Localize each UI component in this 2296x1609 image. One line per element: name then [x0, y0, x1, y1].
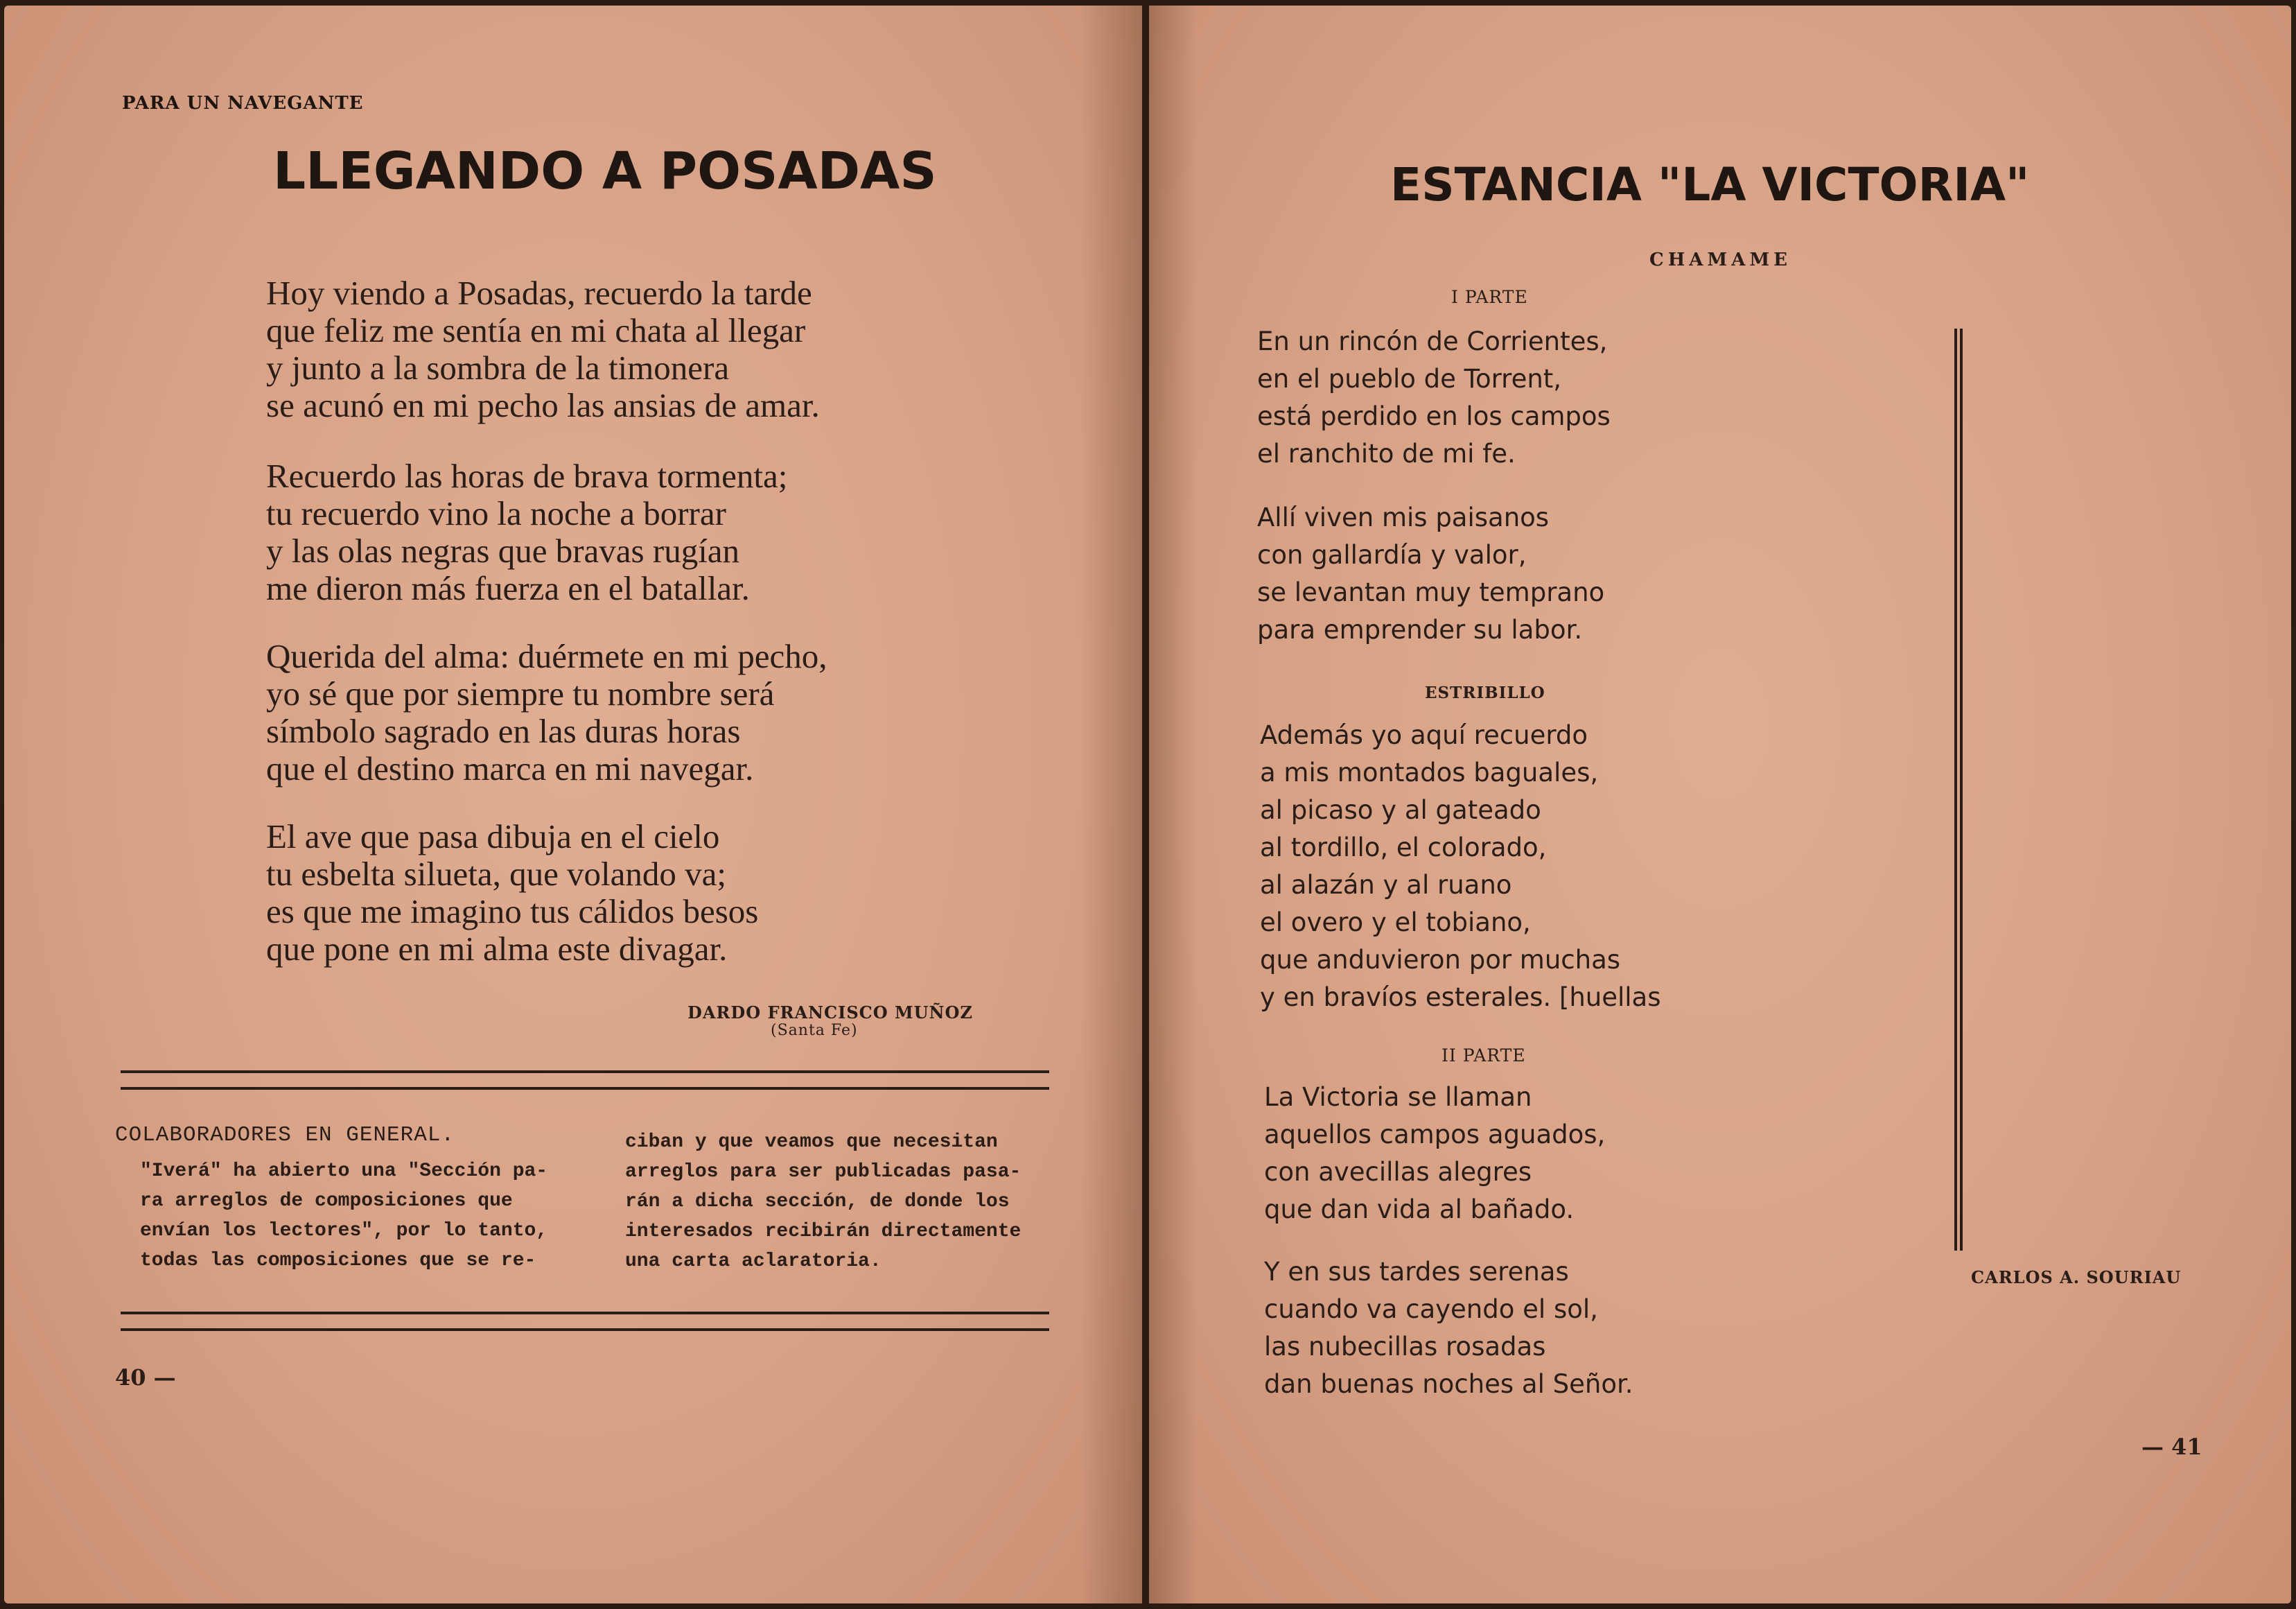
chorus [1260, 717, 1661, 1016]
verse-line: se acunó en mi pecho las ansias de amar. [266, 386, 820, 424]
verse-line: que feliz me sentía en mi chata al llegar [266, 311, 806, 349]
verse-line: tu esbelta silueta, que volando va; [266, 855, 727, 893]
verse-line: símbolo sagrado en las duras horas [266, 712, 741, 750]
gutter-shadow [1149, 6, 1198, 1603]
verse-line: las nubecillas rosadas [1264, 1332, 1546, 1362]
right-page [1149, 6, 2291, 1603]
notice-line: ciban y que veamos que necesitan [625, 1131, 998, 1153]
vertical-rule-1 [1954, 329, 1957, 1251]
verse-line: con gallardía y valor, [1257, 540, 1527, 570]
verse-line: el ranchito de mi fe. [1257, 439, 1516, 469]
verse-line: me dieron más fuerza en el batallar. [266, 569, 750, 607]
verse-line: se levantan muy temprano [1257, 577, 1605, 607]
verse-line: dan buenas noches al Señor. [1264, 1369, 1633, 1399]
author-place: (Santa Fe) [771, 1022, 858, 1039]
notice-line: rán a dicha sección, de donde los [625, 1191, 1010, 1212]
notice-line: una carta aclaratoria. [625, 1251, 882, 1272]
verse-line: El ave que pasa dibuja en el cielo [266, 817, 720, 855]
poem-stanza-2 [266, 458, 787, 607]
notice-box [115, 1123, 455, 1147]
verse-line: y junto a la sombra de la timonera [266, 349, 730, 387]
notice-line: arreglos para ser publicadas pasa- [625, 1161, 1022, 1183]
part-1-label: I PARTE [1451, 287, 1528, 307]
divider-bottom-2 [121, 1328, 1049, 1331]
song-stanza-2 [1257, 499, 1604, 649]
verse-line: que el destino marca en mi navegar. [266, 749, 754, 788]
divider-bottom-1 [121, 1312, 1049, 1314]
divider-top-1 [121, 1070, 1049, 1073]
notice-line: ra arreglos de composiciones que [140, 1190, 513, 1212]
page-number-left: 40 — [115, 1364, 176, 1391]
verse-line: Querida del alma: duérmete en mi pecho, [266, 637, 827, 675]
page-number-right: — 41 [2141, 1434, 2202, 1460]
verse-line: Hoy viendo a Posadas, recuerdo la tarde [266, 274, 812, 312]
chorus-label: ESTRIBILLO [1425, 684, 1545, 702]
verse-line: al picaso y al gateado [1260, 795, 1541, 825]
poem-author: DARDO FRANCISCO MUÑOZ [687, 1002, 973, 1023]
notice-line: todas las composiciones que se re- [140, 1250, 536, 1271]
poem-stanza-4 [266, 818, 758, 968]
verse-line: en el pueblo de Torrent, [1257, 364, 1562, 394]
notice-line: "Iverá" ha abierto una "Sección pa- [140, 1160, 548, 1182]
verse-line: el overo y el tobiano, [1260, 907, 1531, 937]
verse-line: que anduvieron por muchas [1260, 945, 1621, 975]
verse-line: está perdido en los campos [1257, 401, 1611, 431]
part-2-label: II PARTE [1441, 1045, 1526, 1066]
song-title: ESTANCIA "LA VICTORIA" [1390, 158, 2030, 211]
notice-line: envían los lectores", por lo tanto, [140, 1220, 548, 1242]
notice-column-1 [140, 1156, 570, 1276]
notice-column-2 [625, 1127, 1055, 1276]
verse-line: y las olas negras que bravas rugían [266, 532, 740, 570]
verse-line: yo sé que por siempre tu nombre será [266, 675, 775, 713]
song-stanza-4 [1264, 1253, 1633, 1403]
verse-line: para emprender su labor. [1257, 615, 1583, 645]
gutter-shadow [1080, 6, 1142, 1603]
verse-line: aquellos campos aguados, [1264, 1120, 1606, 1149]
verse-line: En un rincón de Corrientes, [1257, 327, 1608, 356]
poem-title: LLEGANDO A POSADAS [273, 141, 937, 201]
song-genre: CHAMAME [1649, 250, 1791, 270]
verse-line: que pone en mi alma este divagar. [266, 930, 728, 968]
divider-top-2 [121, 1087, 1049, 1090]
verse-line: cuando va cayendo el sol, [1264, 1294, 1598, 1324]
verse-line: al alazán y al ruano [1260, 870, 1512, 900]
verse-line: es que me imagino tus cálidos besos [266, 892, 759, 930]
verse-line: Allí viven mis paisanos [1257, 503, 1550, 532]
running-head: PARA UN NAVEGANTE [122, 93, 364, 114]
notice-line: interesados recibirán directamente [625, 1221, 1022, 1242]
notice-heading: COLABORADORES EN GENERAL. [115, 1123, 455, 1147]
verse-line: al tordillo, el colorado, [1260, 833, 1547, 862]
vertical-rule-2 [1960, 329, 1963, 1251]
poem-stanza-3 [266, 638, 827, 788]
verse-line: que dan vida al bañado. [1264, 1194, 1575, 1224]
verse-line: y en bravíos esterales. [huellas [1260, 982, 1661, 1012]
song-author: CARLOS A. SOURIAU [1971, 1267, 2182, 1287]
song-stanza-1 [1257, 323, 1611, 473]
verse-line: Recuerdo las horas de brava tormenta; [266, 457, 788, 495]
song-stanza-3 [1264, 1079, 1605, 1228]
verse-line: con avecillas alegres [1264, 1157, 1532, 1187]
left-page [4, 6, 1142, 1603]
poem-stanza-1 [266, 275, 820, 424]
verse-line: La Victoria se llaman [1264, 1082, 1532, 1112]
verse-line: tu recuerdo vino la noche a borrar [266, 494, 726, 532]
verse-line: Y en sus tardes serenas [1264, 1257, 1569, 1287]
verse-line: a mis montados baguales, [1260, 758, 1599, 788]
verse-line: Además yo aquí recuerdo [1260, 720, 1588, 750]
